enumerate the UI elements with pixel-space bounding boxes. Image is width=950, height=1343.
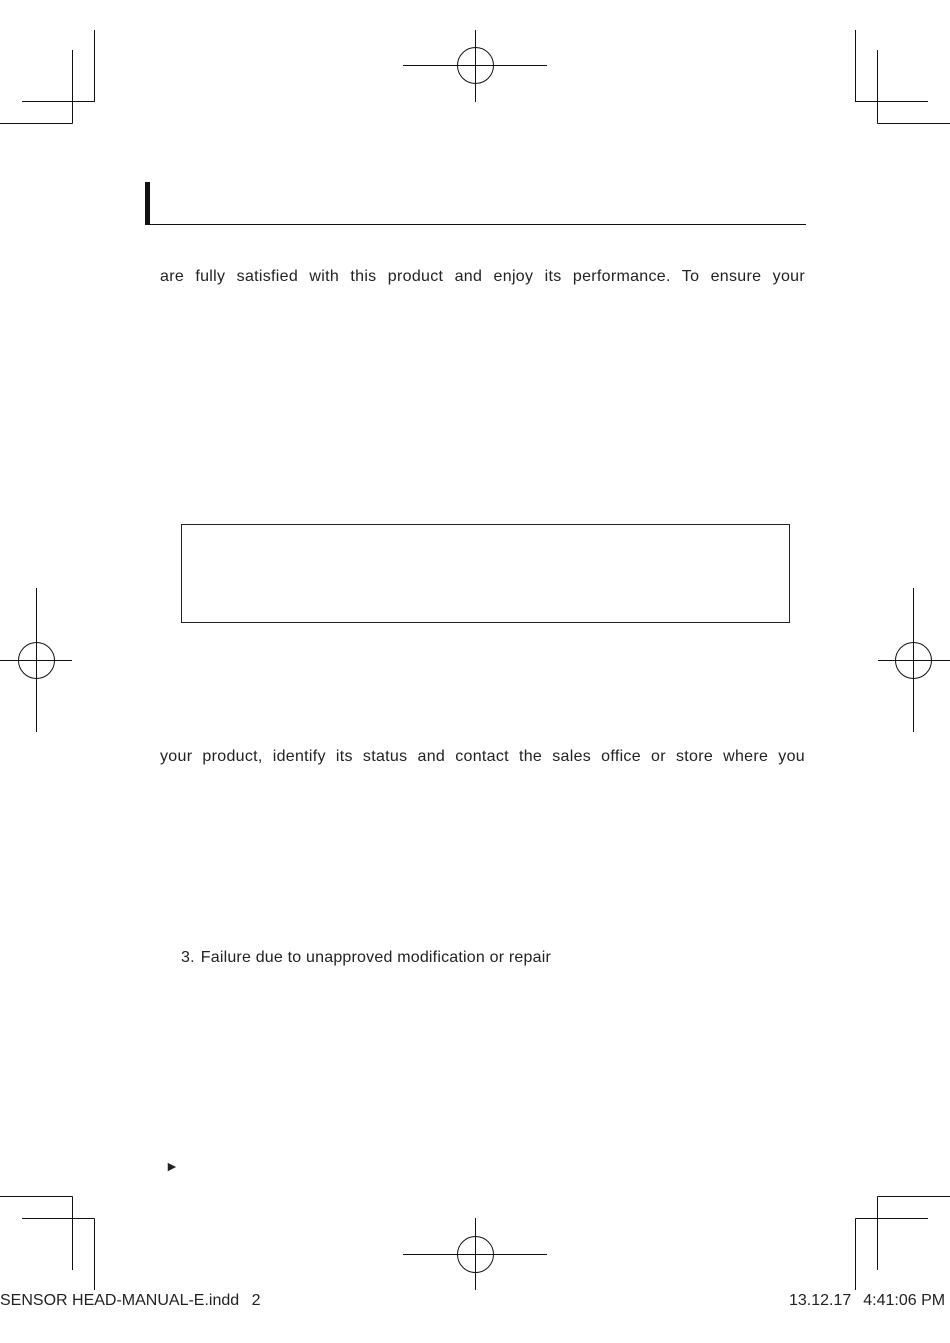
slug-page-number: 2 xyxy=(251,1292,261,1309)
crop-mark-top-left xyxy=(0,30,95,124)
registration-mark-right xyxy=(878,588,950,732)
notice-box xyxy=(181,524,790,623)
list-item-number: 3. xyxy=(181,949,195,966)
print-slug-timestamp xyxy=(789,1291,945,1311)
registration-mark-top xyxy=(403,30,547,102)
list-item xyxy=(181,948,551,968)
crop-mark-bottom-right xyxy=(856,1197,950,1291)
registration-mark-left xyxy=(0,588,72,732)
crop-mark-top-right xyxy=(856,30,950,124)
registration-mark-bottom xyxy=(403,1218,547,1290)
slug-date: 13.12.17 xyxy=(789,1292,852,1309)
crop-mark-bottom-left xyxy=(0,1197,95,1291)
print-slug-file xyxy=(0,1291,261,1311)
body-text-line-bottom: your product, identify its status and contact the sales office or store where you xyxy=(160,748,805,765)
heading-marker-bar xyxy=(145,182,150,225)
slug-file-name: SENSOR HEAD-MANUAL-E.indd xyxy=(0,1292,240,1309)
body-text-line-top: are fully satisfied with this product and enjoy its performance. To ensure your xyxy=(160,268,805,285)
heading-rule xyxy=(145,224,806,225)
arrow-bullet-icon: ► xyxy=(165,1158,179,1174)
list-item-text: Failure due to unapproved modification or repair xyxy=(200,949,551,966)
slug-time: 4:41:06 PM xyxy=(863,1292,946,1309)
